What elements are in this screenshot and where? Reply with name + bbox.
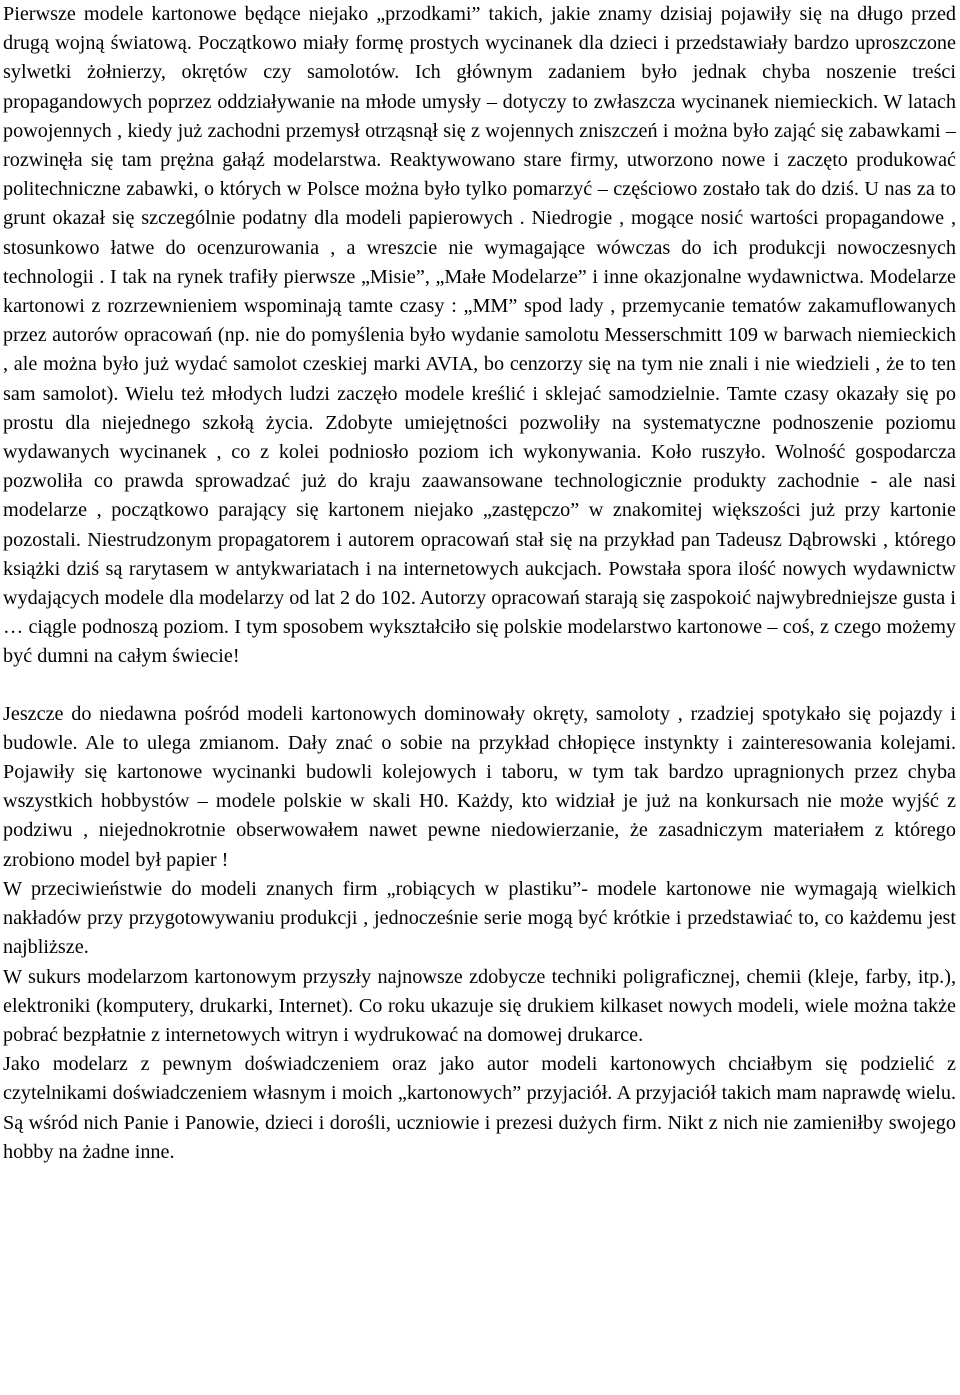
document-page	[3, 0, 956, 1167]
paragraph-technology: W sukurs modelarzom kartonowym przyszły najnowsze zdobycze techniki poligraficznej, chemii (kleje, farby, itp.), elektroniki (komputery, drukarki, Internet). Co roku ukazuje się drukiem kilkaset nowych modeli, wiele można także pobrać bezpłatnie z internetowych witryn i wydrukować na domowej drukarce.	[3, 965, 956, 1046]
paragraph-plastic-comparison: W przeciwieństwie do modeli znanych firm „robiących w plastiku”- modele kartonowe nie wymagają wielkich nakładów przy przygotowywaniu produkcji , jednocześnie serie mogą być krótkie i przedstawiać to, co każdemu jest najbliższe.	[3, 877, 956, 959]
paragraph-history: Pierwsze modele kartonowe będące niejako „przodkami” takich, jakie znamy dzisiaj pojawiły się na długo przed drugą wojną światową. Początkowo miały formę prostych wycinanek dla dzieci i przedstawiały bardzo uproszczone sylwetki żołnierzy, okrętów czy samolotów. Ich głównym zadaniem było jednak chyba noszenie treści propagandowych poprzez oddziaływanie na młode umysły – dotyczy to zwłaszcza wycinanek niemieckich. W latach powojennych , kiedy już zachodni przemysł otrząsnął się z wojennych zniszczeń i można było zająć się zabawkami – rozwinęła się tam prężna gałąź modelarstwa. Reaktywowano stare firmy, utworzono nowe i zaczęto produkować politechniczne zabawki, o których w Polsce można było tylko pomarzyć – częściowo zostało tak do dziś. U nas za to grunt okazał się szczególnie podatny dla modeli papierowych . Niedrogie , mogące nosić wartości propagandowe , stosunkowo łatwe do ocenzurowania , a wreszcie nie wymagające wówczas do ich produkcji nowoczesnych technologii . I tak na rynek trafiły pierwsze „Misie”, „Małe Modelarze” i inne okazjonalne wydawnictwa. Modelarze kartonowi z rozrzewnieniem wspominają tamte czasy : „MM” spod lady , przemycanie tematów zakamuflowanych przez autorów opracowań (np. nie do pomyślenia było wydanie samolotu Messerschmitt 109 w barwach niemieckich , ale można było już wydać samolot czeskiej marki AVIA, bo cenzorzy się na tym nie znali i nie wiedzieli , że to ten sam samolot). Wielu też młodych ludzi zaczęło modele kreślić i sklejać samodzielnie. Tamte czasy okazały się po prostu dla niejednego szkołą życia. Zdobyte umiejętności pozwoliły na systematyczne podnoszenie poziomu wydawanych wycinanek , co z kolei podniosło poziom ich wykonywania. Koło ruszyło. Wolność gospodarcza pozwoliła co prawda sprowadzać już do kraju zaawansowane technologicznie produkty zachodnie - ale nasi modelarze , początkowo parający się kartonem niejako „zastępczo” w znakomitej większości już przy kartonie pozostali. Niestrudzonym propagatorem i autorem opracowań stał się na przykład pan Tadeusz Dąbrowski , którego książki dziś są rarytasem w antykwariatach i na internetowych aukcjach. Powstała spora ilość nowych wydawnictw wydających modele dla modelarzy od lat 2 do 102. Autorzy opracowań starają się zaspokoić najwybredniejsze gusta i … ciągle podnoszą poziom. I tym sposobem wykształciło się polskie modelarstwo kartonowe – coś, z czego możemy być dumni na całym świecie!	[3, 3, 956, 668]
paragraph-spacer	[3, 672, 956, 700]
paragraph-author-intro: Jako modelarz z pewnym doświadczeniem oraz jako autor modeli kartonowych chciałbym się podzielić z czytelnikami doświadczeniem własnym i moich „kartonowych” przyjaciół. A przyjaciół takich mam naprawdę wielu. Są wśród nich Panie i Panowie, dzieci i dorośli, uczniowie i prezesi dużych firm. Nikt z nich nie zamieniłby swojego hobby na żadne inne.	[3, 1053, 956, 1163]
paragraph-railway-models: Jeszcze do niedawna pośród modeli kartonowych dominowały okręty, samoloty , rzadziej spotykało się pojazdy i budowle. Ale to ulega zmianom. Dały znać o sobie na przykład chłopięce instynkty i zainteresowania kolejami. Pojawiły się kartonowe wycinanki budowli kolejowych i taboru, w tym tak bardzo upragnionych przez chyba wszystkich hobbystów – modele polskie w skali H0. Każdy, kto widział je już na konkursach nie może wyjść z podziwu , niejednokrotnie obserwowałem nawet pewne niedowierzanie, że zasadniczym materiałem z którego zrobiono model był papier !	[3, 702, 956, 871]
